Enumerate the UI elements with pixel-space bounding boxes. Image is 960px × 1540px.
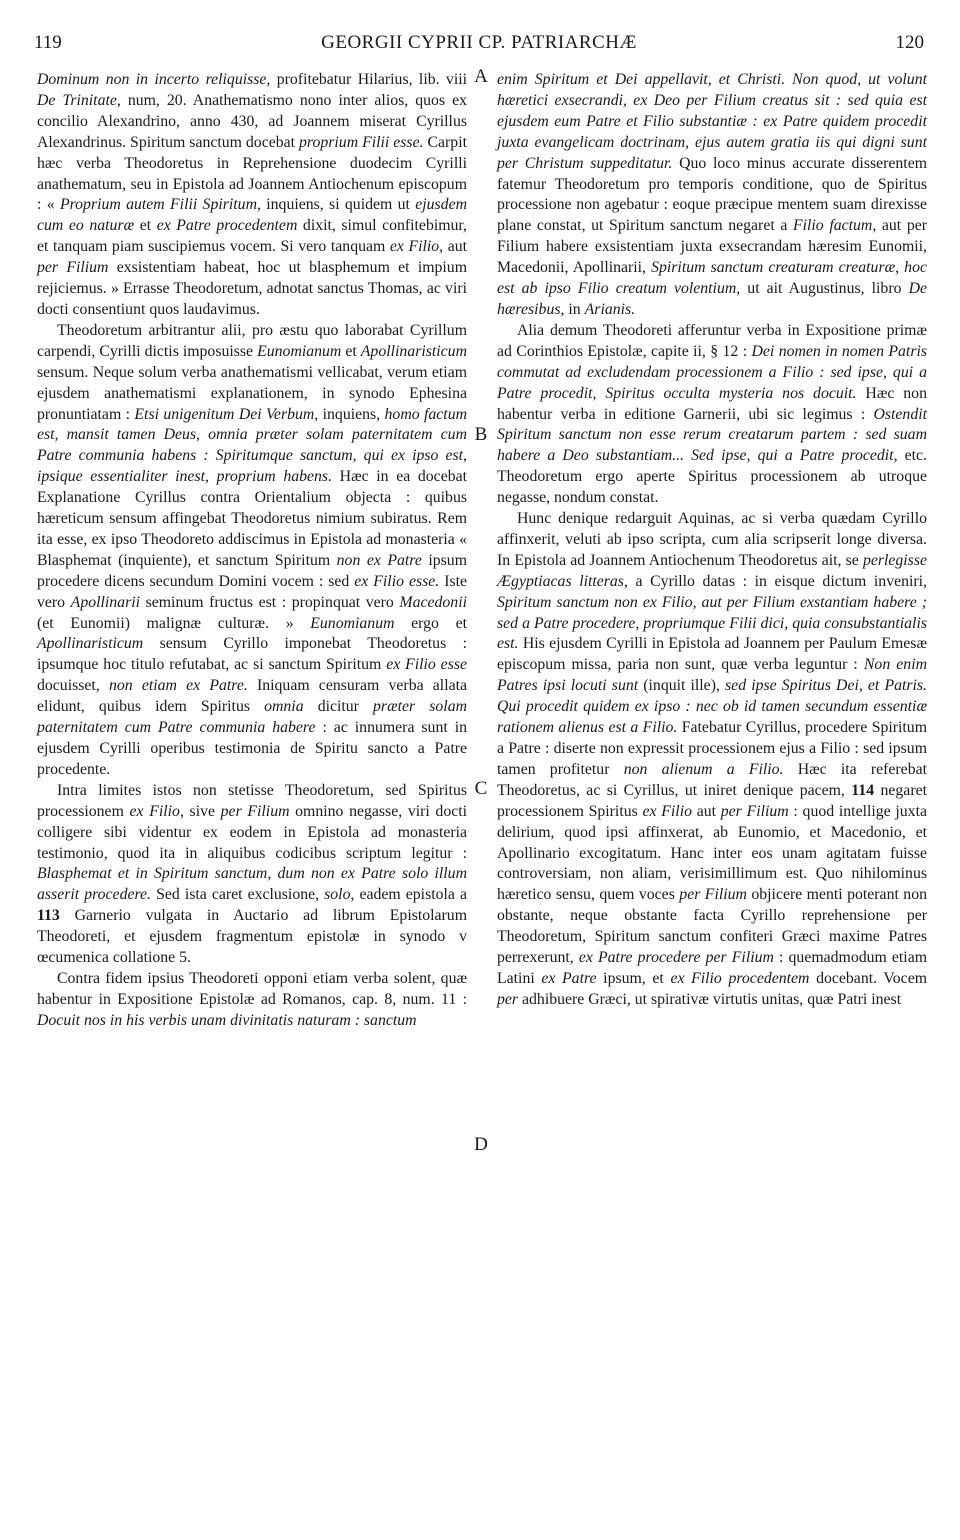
text-run: seminum fructus est : propinquat vero <box>140 593 400 611</box>
text-run: ex Filio esse. <box>354 572 440 590</box>
text-run: Macedonii <box>399 593 467 611</box>
text-run: , num, 20. Anathematismo nono inter alios, quos ex concilio Alexandrino, anno 430, ad Joannem miserat Cyrillus Alexandrinus. Spiritum sanctum docebat <box>37 91 468 151</box>
text-run: Docuit nos in his verbis unam divinitatis naturam : sanctum <box>37 1011 417 1029</box>
text-run: , a Cyrillo datas : in eisque dictum inveniri, <box>623 572 927 590</box>
margin-marker-a: A <box>474 66 488 87</box>
page-number-left: 119 <box>34 32 62 53</box>
text-run: Apollinaristicum <box>360 342 467 360</box>
text-run: , sive <box>179 802 221 820</box>
page-ref-number: 114 <box>851 781 875 799</box>
text-run: per Filium <box>220 802 290 820</box>
paragraph <box>497 509 927 1011</box>
text-run: docebant. Vocem <box>809 969 927 987</box>
text-run: Ostendit Spiritum sanctum non esse rerum creatarum partem : sed suam habere a Deo substantiam... Sed ipse, qui a Patre procedit <box>497 405 927 465</box>
text-run: Hæc in ea docebat Explanatione Cyrillus contra Orientalium objecta : quibus hæreticum sensum affingebat Theodoretus nimium subiratus. Rem ita esse, ex ipso Theodoreto addiscimus in Epistola ad monasteria « Blasphemat (inquiente), et sanctum Spiritum <box>37 468 468 569</box>
page-header <box>34 32 924 62</box>
margin-marker-d: D <box>474 1134 488 1155</box>
text-run: Proprium autem Filii Spiritum <box>59 196 257 214</box>
text-run: Non enim Patres ipsi locuti sunt <box>497 656 927 695</box>
text-run: De hæresibus <box>497 280 927 318</box>
text-run: Theodoretum arbitrantur alii, pro æstu quo laborabat Cyrillum carpendi, Cyrilli dictis imposuisse <box>37 321 467 360</box>
text-run: (inquit ille), <box>638 677 726 695</box>
text-run: exsistentiam habeat, hoc ut blasphemum et impium rejiciemus. » Errasse Theodoretum, adnotat sanctus Thomas, ac viri docti consentiunt quos laudavimus. <box>37 259 467 318</box>
right-column <box>497 70 927 1011</box>
text-run: , etc. Theodoretum ergo aperte Spiritus processionem ab utroque negasse, nondum constat. <box>497 447 928 507</box>
running-title: GEORGII CYPRII CP. PATRIARCHÆ <box>321 32 637 53</box>
text-run: Dei nomen in nomen Patris commutat ad excludendam processionem a Filio : sed ipse, qui a Patre procedit, Spiritus occulta mysteria nos docuit. <box>497 342 927 402</box>
text-run: et <box>134 217 157 235</box>
text-run: ex Filio <box>129 802 180 820</box>
text-run: ex Filio procedentem <box>670 969 810 987</box>
text-run: Spiritum sanctum creaturam creaturæ, hoc est ab ipso Filio creatum volentium <box>497 259 927 298</box>
page-ref-number: 113 <box>37 907 60 925</box>
text-run: Hunc denique redarguit Aquinas, ac si verba quædam Cyrillo affinxerit, veluti ab ipso scripta, cum alia scripserit longe diversa. In Epistola ad Joannem Antiochenum Theodoretus ait, se <box>497 510 927 569</box>
page-number-right: 120 <box>895 32 924 53</box>
paragraph <box>497 70 927 321</box>
text-run: De Trinitate <box>37 91 117 109</box>
text-run: , in <box>560 300 585 318</box>
text-run: sensum Cyrillo imponebat Theodoretus : ipsumque hoc titulo refutabat, ac si sanctum Spiritum <box>37 635 467 674</box>
text-run: ipsum procedere dicens secundum Domini vocem : sed <box>37 551 467 590</box>
text-run: Dominum non in incerto reliquisse <box>37 71 267 88</box>
text-run: et <box>341 342 361 360</box>
text-run: Spiritum sanctum non ex Filio, aut per Filium exstantiam habere ; sed a Patre procedere, propriumque Filii dici, quia consubstantialis est. <box>497 593 927 653</box>
text-run: non alienum a Filio. <box>623 760 784 778</box>
text-run: perlegisse Ægyptiacas litteras <box>497 551 927 590</box>
text-run: negaret processionem Spiritus <box>497 781 927 820</box>
text-run: Hæc ita referebat Theodoretus, ac si Cyrillus, ut iniret denique pacem, <box>497 760 927 799</box>
text-run: , eadem epistola a <box>350 886 467 904</box>
text-run: , aut per Filium habere exsistentiam juxta exsecrandam hæresim Eunomii, Macedonii, Apollinarii, <box>497 217 927 277</box>
text-run: enim Spiritum et Dei appellavit, et Christi. Non quod, ut volunt hæretici exsecrandi, ex Deo per Filium creatus sit : sed quia est ejusdem eum Patre et Filio substantiæ : ex Patre quidem procedit juxta evangelicam doctrinam, ejus autem gratia iis qui digni sunt per Christum suppeditatur. <box>497 71 927 172</box>
paragraph <box>37 321 467 781</box>
margin-marker-c: C <box>474 778 488 799</box>
text-run: non ex Patre <box>336 551 422 569</box>
text-run: sensum. Neque solum verba anathematismi vellicabat, verum etiam ejusdem anathematismi explanationem, in synodo Ephesina pronuntiatam : <box>37 363 467 423</box>
text-run: Iste vero <box>37 572 468 611</box>
paragraph <box>37 70 467 321</box>
text-run: Iniquam censuram verba allata elidunt, quibus idem Spiritus <box>37 677 467 716</box>
text-run: adhibuere Græci, ut spirativæ virtutis unitas, quæ Patri inest <box>518 990 902 1008</box>
text-run: Carpit hæc verba Theodoretus in Reprehensione duodecim Cyrilli anathematum, seu in Epistola ad Joannem Antiochenum episcopum : « <box>37 133 467 214</box>
text-run: solo <box>324 886 351 904</box>
text-run: Alia demum Theodoreti afferuntur verba in Expositione primæ ad Corinthios Epistolæ, capite ii, § 12 : <box>497 321 927 360</box>
text-run: aut <box>691 802 721 820</box>
text-run: ex Filio <box>389 238 440 256</box>
text-run: : quod intellige juxta delirium, quod ipsi affinxerat, ab Eunomio, et Macedonio, et Apollinario excogitatum. Hanc inter eos unam agitatam fuisse controversiam, non aliam, verisimillimum est. Quo nihilominus hæretico sensu, quem voces <box>497 802 927 904</box>
text-run: ex Filio <box>642 802 692 820</box>
text-run: dixit, simul confitebimur, et tanquam piam suscipiemus vocem. Si vero tanquam <box>37 217 467 256</box>
text-run: per <box>497 990 519 1008</box>
text-run: non etiam ex Patre. <box>108 677 248 695</box>
paragraph <box>37 781 467 969</box>
text-run: , profitebatur Hilarius, lib. viii <box>266 71 467 88</box>
text-run: Eunomianum <box>310 614 395 632</box>
text-run: : quemadmodum etiam Latini <box>497 949 927 987</box>
text-run: Hæc non habentur verba in editione Garnerii, ubi sic legimus : <box>497 384 927 423</box>
text-run: Fatebatur Cyrillus, procedere Spiritum a Patre : diserte non expressit processionem ejus a Filio : sed ipsum tamen profitetur <box>497 719 927 778</box>
text-run: Eunomianum <box>257 342 342 360</box>
text-run: Apollinarii <box>70 593 141 611</box>
text-run: Garnerio vulgata in Auctario ad librum Epistolarum Theodoreti, et ejusdem fragmentum epistolæ in synodo v œcumenica collatione 5. <box>37 907 467 967</box>
text-run: ex Patre <box>541 969 597 987</box>
text-run: Blasphemat et in Spiritum sanctum, dum non ex Patre solo illum asserit procedere. <box>37 865 467 904</box>
text-run: Apollinaristicum <box>37 635 144 653</box>
text-run: (et Eunomii) malignæ culturæ. » <box>37 614 311 632</box>
paragraph <box>37 969 467 1032</box>
text-run: proprium Filii esse. <box>299 133 424 151</box>
text-run: ergo et <box>394 614 467 632</box>
text-run: objicere menti poterant non obstante, neque obstante facta Cyrillo reprehensione per Theodoretum, Spiritum sanctum confiteri Græci maxime Patres perrexerunt, <box>497 886 927 967</box>
text-run: homo factum est, mansit tamen Deus, omnia præter solam paternitatem cum Patre communia habens : Spiritumque sanctum, qui ex ipso est, ipsique essentialiter inest, proprium habens. <box>37 405 468 486</box>
text-run: Sed ista caret exclusione, <box>151 886 325 904</box>
text-run: , inquiens, <box>314 405 385 423</box>
text-run: , ut ait Augustinus, libro <box>736 280 909 298</box>
text-run: Contra fidem ipsius Theodoreti opponi etiam verba solent, quæ habentur in Expositione Epistolæ ad Romanos, cap. 8, num. 11 : <box>37 969 467 1008</box>
text-run: Intra limites istos non stetisse Theodoretum, sed Spiritus processionem <box>37 781 467 820</box>
text-run: His ejusdem Cyrilli in Epistola ad Joannem per Paulum Emesæ episcopum missa, paria non sunt, quæ verba leguntur : <box>497 635 927 674</box>
text-run: docuisset, <box>37 677 109 695</box>
text-run: , aut <box>439 238 467 256</box>
text-run: dicitur <box>303 698 374 716</box>
text-run: ipsum, et <box>596 969 671 987</box>
text-run: Quo loco minus accurate disserentem fatemur Theodoretum pro temporis conditione, quo de Spiritus processione non agebatur : eoque præcipue mentem suam direxisse plane constat, ut Spiritum sanctum negaret a <box>497 154 927 235</box>
text-run: Filio factum <box>792 217 873 235</box>
text-run: Arianis. <box>584 300 636 318</box>
paragraph <box>497 321 927 509</box>
text-run: omnia <box>264 698 304 716</box>
text-run: : ac innumera sunt in ejusdem Cyrilli operibus testimonia de Spiritu sancto a Patre procedente. <box>37 719 467 778</box>
text-run: ex Patre procedentem <box>156 217 298 235</box>
text-run: per Filium <box>37 259 109 277</box>
text-run: per Filium <box>679 886 747 904</box>
text-run: Etsi unigenitum Dei Verbum <box>134 405 315 423</box>
margin-marker-b: B <box>474 424 488 445</box>
text-run: ejusdem cum eo naturæ <box>37 196 467 235</box>
text-run: omnino negasse, viri docti colligere sibi videntur ex eodem in Epistola ad monasteria testimonio, quod ita in aliquibus codicibus scriptum legitur : <box>37 802 468 862</box>
text-run: ex Filio esse <box>386 656 467 674</box>
text-run: sed ipse Spiritus Dei, et Patris. Qui procedit quidem ex ipso : nec ob id tamen secundum essentiæ rationem alienus est a Filio. <box>497 677 928 737</box>
text-run: ex Patre procedere per Filium <box>578 949 774 967</box>
text-run: , inquiens, si quidem ut <box>256 196 416 214</box>
left-column <box>37 70 467 1032</box>
text-run: præter solam paternitatem cum Patre communia habere <box>37 698 467 737</box>
text-run: per Filium <box>720 802 789 820</box>
